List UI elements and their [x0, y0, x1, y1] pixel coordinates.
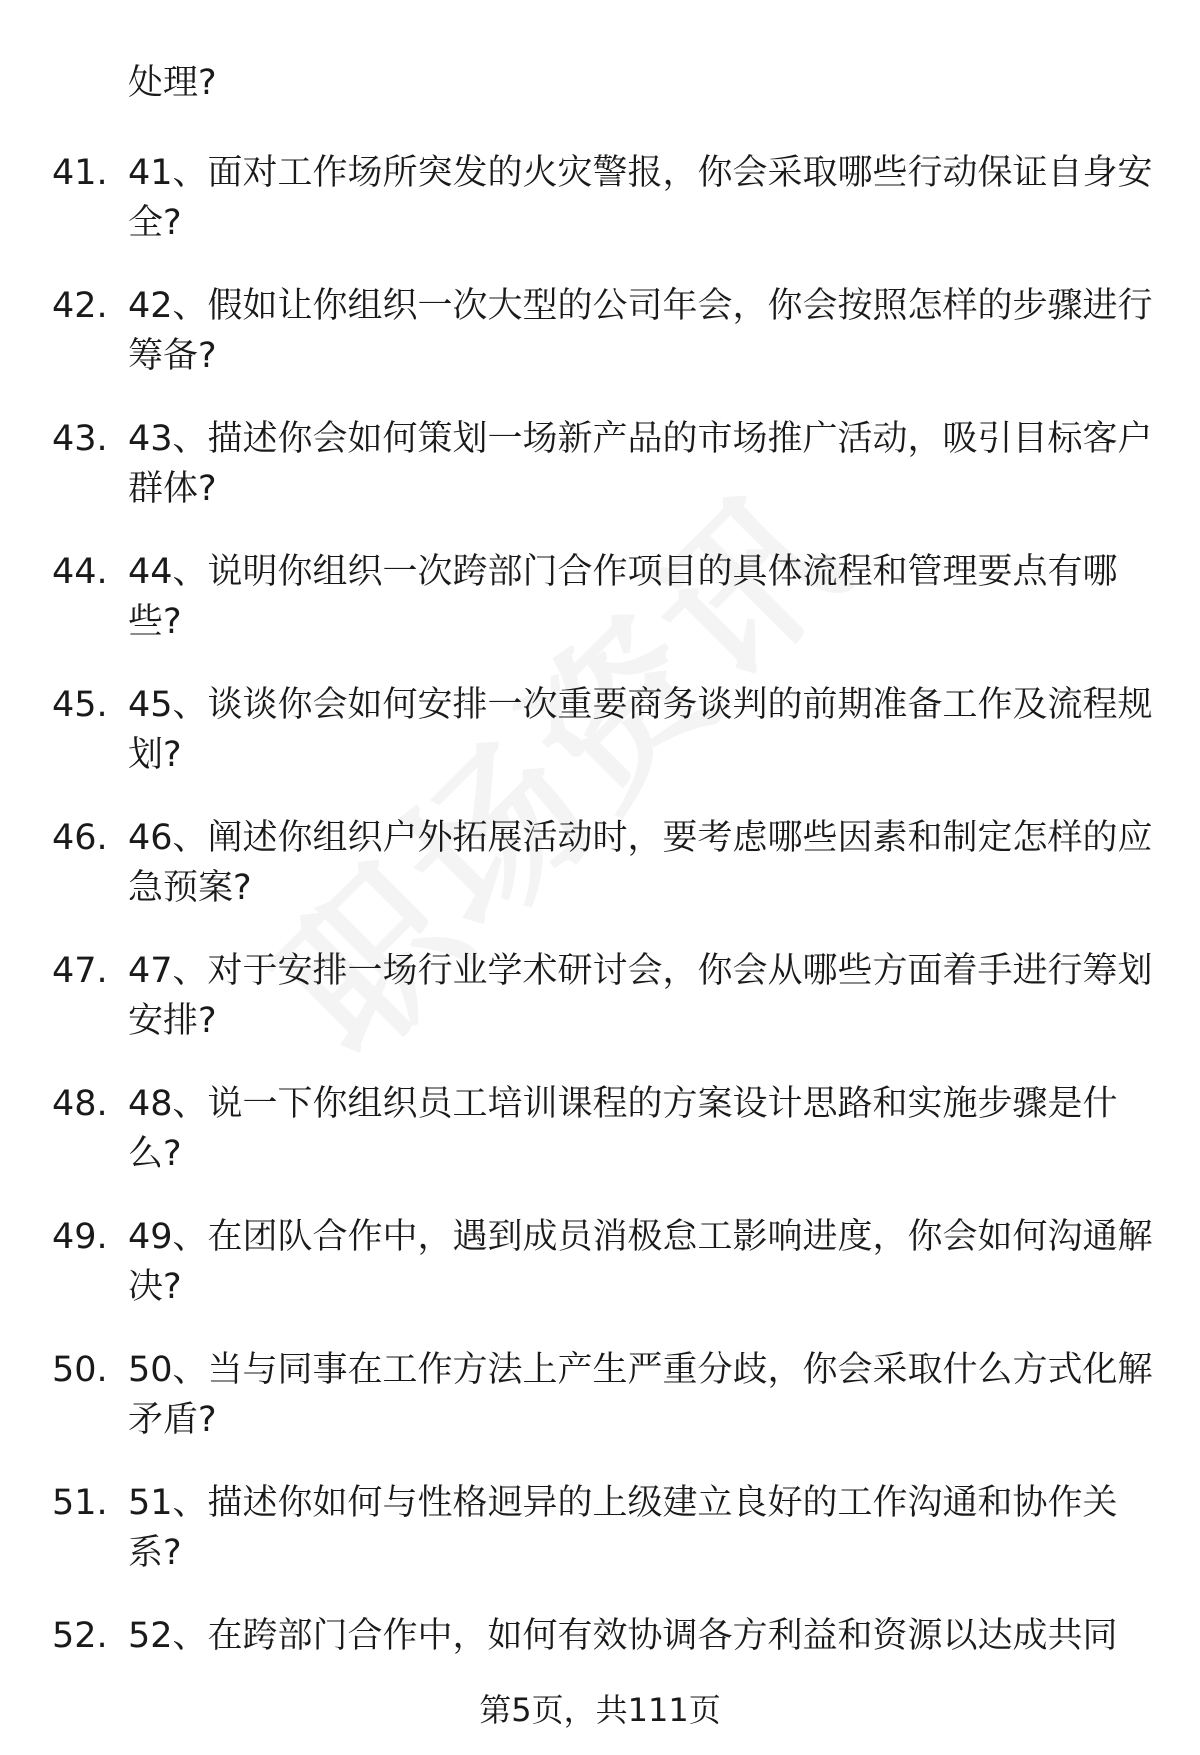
question-number: 44. [52, 552, 108, 592]
question-item [0, 1212, 1200, 1345]
question-number: 52. [52, 1616, 108, 1656]
question-item [0, 813, 1200, 946]
continuation-text: 处理? [128, 63, 217, 103]
question-text: 48、说一下你组织员工培训课程的方案设计思路和实施步骤是什么? [128, 1084, 1118, 1174]
question-item [0, 547, 1200, 680]
question-text: 44、说明你组织一次跨部门合作项目的具体流程和管理要点有哪些? [128, 552, 1118, 642]
question-item [0, 946, 1200, 1079]
question-text: 42、假如让你组织一次大型的公司年会，你会按照怎样的步骤进行筹备? [128, 286, 1153, 376]
question-text: 46、阐述你组织户外拓展活动时，要考虑哪些因素和制定怎样的应急预案? [128, 818, 1153, 908]
question-text: 50、当与同事在工作方法上产生严重分歧，你会采取什么方式化解矛盾? [128, 1350, 1153, 1440]
question-item [0, 414, 1200, 547]
question-item [0, 680, 1200, 813]
question-number: 46. [52, 818, 108, 858]
question-number: 49. [52, 1217, 108, 1257]
question-number: 51. [52, 1483, 108, 1523]
question-text: 51、描述你如何与性格迥异的上级建立良好的工作沟通和协作关系? [128, 1483, 1118, 1573]
question-number: 41. [52, 153, 108, 193]
question-number: 45. [52, 685, 108, 725]
question-text: 49、在团队合作中，遇到成员消极怠工影响进度，你会如何沟通解决? [128, 1217, 1153, 1307]
question-item [0, 1478, 1200, 1611]
question-text: 45、谈谈你会如何安排一次重要商务谈判的前期准备工作及流程规划? [128, 685, 1153, 775]
question-item [0, 148, 1200, 281]
page-footer: 第5页，共111页 [479, 1691, 721, 1729]
question-number: 43. [52, 419, 108, 459]
question-number: 50. [52, 1350, 108, 1390]
question-number: 47. [52, 951, 108, 991]
question-text: 41、面对工作场所突发的火灾警报，你会采取哪些行动保证自身安全? [128, 153, 1153, 243]
question-number: 48. [52, 1084, 108, 1124]
question-text: 43、描述你会如何策划一场新产品的市场推广活动，吸引目标客户群体? [128, 419, 1153, 509]
question-text: 52、在跨部门合作中，如何有效协调各方利益和资源以达成共同 [128, 1616, 1118, 1656]
question-text: 47、对于安排一场行业学术研讨会，你会从哪些方面着手进行筹划安排? [128, 951, 1153, 1041]
question-item [0, 1079, 1200, 1212]
question-item [0, 1345, 1200, 1478]
question-number: 42. [52, 286, 108, 326]
question-list [0, 148, 1200, 1744]
question-item [0, 281, 1200, 414]
